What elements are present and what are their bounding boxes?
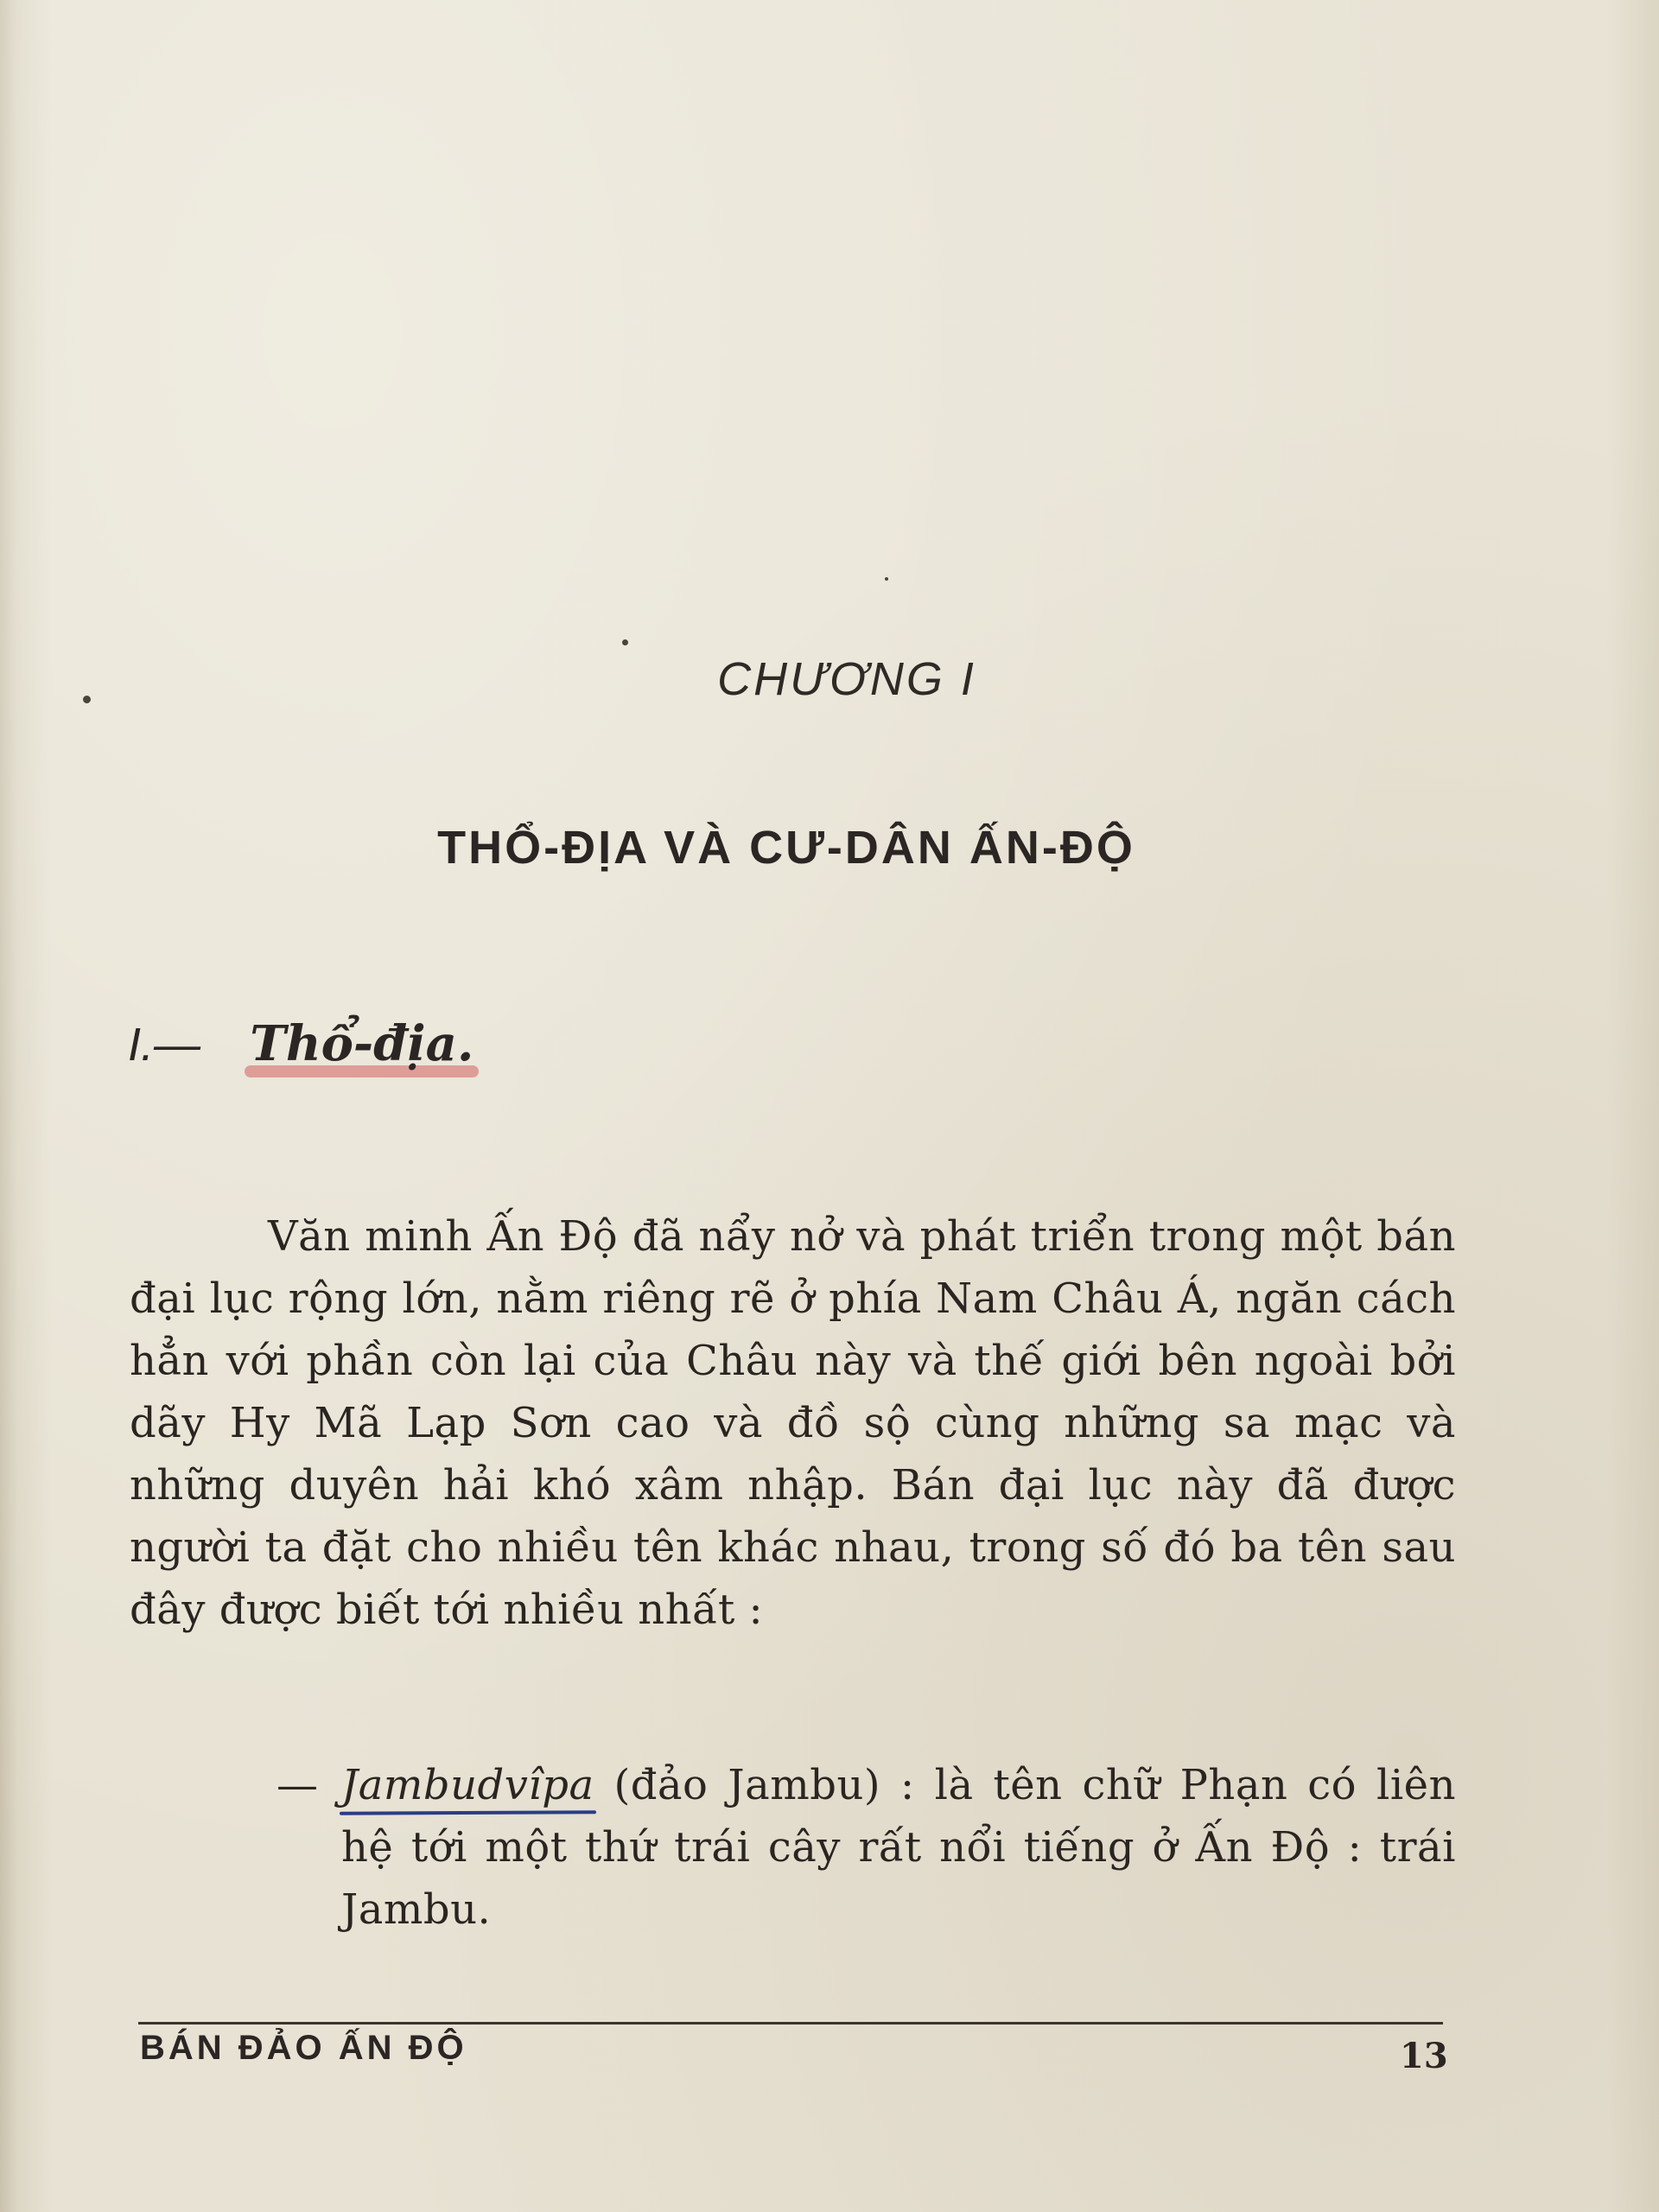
running-title: BÁN ĐẢO ẤN ĐỘ (140, 2029, 467, 2067)
list-body (341, 1754, 1456, 1941)
chapter-label: CHƯƠNG I (717, 653, 976, 705)
blue-pen-underline (340, 1810, 596, 1815)
list-term-wrapper (341, 1754, 594, 1816)
section-title: Thổ-địa. (250, 1015, 474, 1072)
paper-speck (622, 639, 628, 645)
section-number: I.— (128, 1019, 201, 1071)
page-number: 13 (1400, 2036, 1448, 2076)
body-paragraph: Văn minh Ấn Độ đã nẩy nở và phát triển trong một bán đại lục rộng lớn, nằm riêng rẽ ở phía Nam Châu Á, ngăn cách hẳn với phần còn lại của Châu này và thế giới bên ngoài bởi dãy Hy Mã Lạp Sơn cao và đồ sộ cùng những sa mạc và những duyên hải khó xâm nhập. Bán đại lục này đã được người ta đặt cho nhiều tên khác nhau, trong số đó ba tên sau đây được biết tới nhiều nhất : (130, 1212, 1456, 1634)
body-paragraph-block (130, 1205, 1456, 1641)
list-item (276, 1754, 1456, 1941)
list-description: (đảo Jambu) : là tên chữ Phạn có liên hệ tới một thứ trái cây rất nổi tiếng ở Ấn Độ : trái Jambu. (341, 1761, 1456, 1934)
chapter-title: THỔ-ĐỊA VÀ CƯ-DÂN ẤN-ĐỘ (437, 822, 1135, 874)
list-term: Jambudvîpa (341, 1761, 594, 1809)
paper-speck (885, 577, 888, 581)
section-heading (128, 1015, 474, 1072)
list-dash: — (276, 1761, 319, 1809)
section-title-wrapper (250, 1015, 474, 1072)
footer-rule (138, 2022, 1443, 2024)
